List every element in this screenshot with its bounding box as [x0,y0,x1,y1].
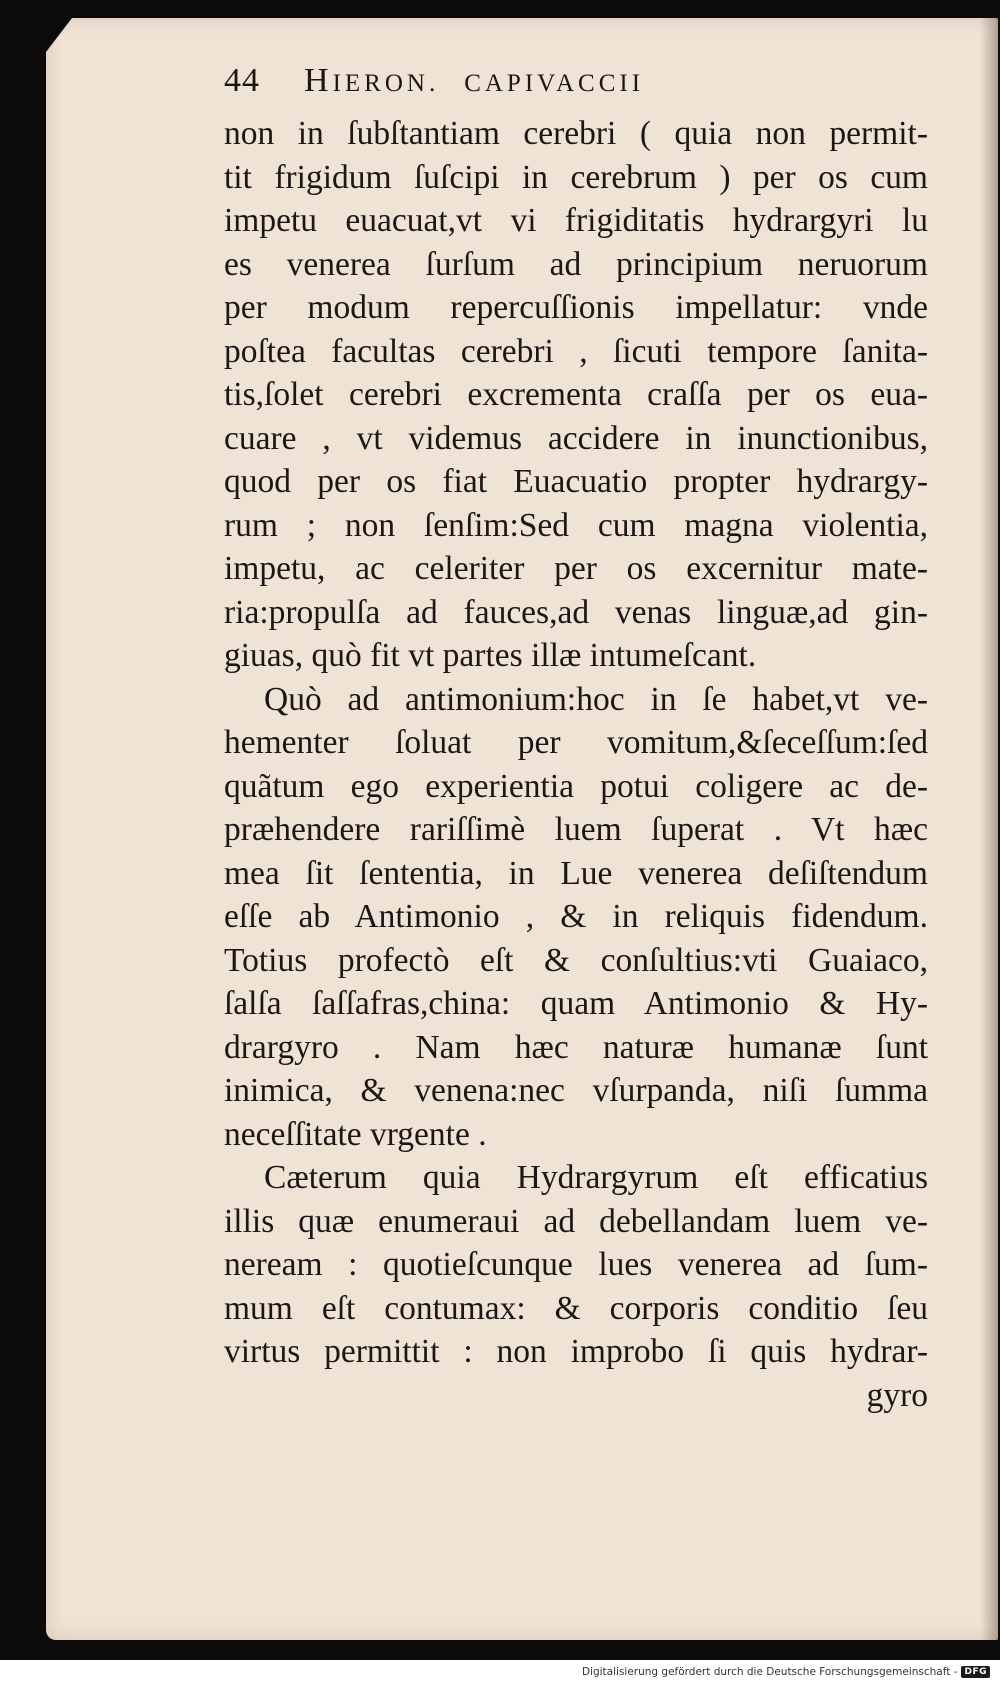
page-corner-wear [46,18,72,52]
running-head-author: CAPIVACCII [464,70,645,97]
text-line: illis quæ enumeraui ad debellandam luem ve- [224,1202,928,1240]
text-line: neceſſitate vrgente . [224,1115,487,1153]
text-line: inimica, & venena:nec vſurpanda, niſi ſumma [224,1072,928,1109]
text-line: quãtum ego experientia potui coligere ac de- [224,767,928,805]
text-line: mea ſit ſententia, in Lue venerea deſiſtendum [224,854,928,892]
running-head-title [304,62,644,100]
text-line: es venerea ſurſum ad principium neruorum [224,245,928,283]
text-line: eſſe ab Antimonio , & in reliquis fidendum. [224,898,928,935]
dfg-logo-icon: DFG [961,1666,990,1678]
text-line: præhendere rariſſimè luem ſuperat . Vt hæc [224,811,928,848]
text-line: giuas, quò fit vt partes illæ intumeſcant. [224,637,757,674]
text-line: Totius profectò eſt & conſultius:vti Guaiaco, [224,941,928,979]
text-line: ſalſa ſaſſafras,china: quam Antimonio & Hy- [224,985,928,1022]
catchword: gyro [866,1376,928,1414]
footer-credit-text: Digitalisierung gefördert durch die Deutsche Forschungsgemeinschaft - [581,1666,958,1678]
text-line: tit frigidum ſuſcipi in cerebrum ) per os cum [224,158,928,196]
running-head-name: IERON. [332,70,440,97]
text-line: poſtea facultas cerebri , ſicuti tempore ſanita- [224,332,928,370]
body-text [224,112,928,1417]
paragraph-start-line: Cæterum quia Hydrargyrum eſt efficatius [264,1159,928,1196]
text-line: ria:propulſa ad fauces,ad venas linguæ,ad gin- [224,593,928,631]
text-line: non in ſubſtantiam cerebri ( quia non permit- [224,115,928,152]
running-head-initial: H [304,62,333,99]
digitization-footer [582,1664,990,1680]
text-line: quod per os fiat Euacuatio propter hydrargy- [224,463,928,500]
text-line: tis,ſolet cerebri excrementa craſſa per os eua- [224,376,928,413]
text-line: drargyro . Nam hæc naturæ humanæ ſunt [224,1028,928,1066]
text-line: neream : quotieſcunque lues venerea ad ſum- [224,1246,928,1283]
text-line: hementer ſoluat per vomitum,&ſeceſſum:ſed [224,724,928,761]
gutter-shadow [980,18,998,1640]
text-line: virtus permittit : non improbo ſi quis hydrar- [224,1333,928,1370]
running-head [224,62,824,106]
page-number: 44 [224,62,260,99]
text-line: rum ; non ſenſim:Sed cum magna violentia, [224,506,928,544]
text-line: impetu, ac celeriter per os excernitur mate- [224,550,928,587]
text-line: per modum repercuſſionis impellatur: vnde [224,289,928,326]
text-line: cuare , vt videmus accidere in inunctionibus, [224,419,928,457]
text-line: impetu euacuat,vt vi frigiditatis hydrargyri lu [224,202,928,239]
text-line: mum eſt contumax: & corporis conditio ſeu [224,1289,928,1327]
paragraph-start-line: Quò ad antimonium:hoc in ſe habet,vt ve- [264,680,928,718]
